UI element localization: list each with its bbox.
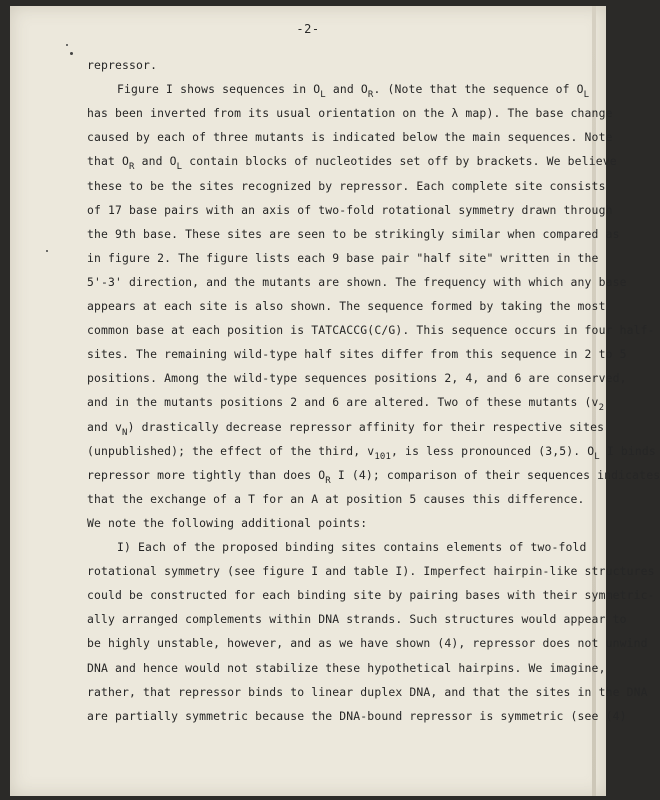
document-page <box>10 6 660 796</box>
text-line: repressor more tightly than does $O_R$ I (4); comparison of their sequences indicates <box>87 467 660 486</box>
text-line: and in the mutants positions 2 and 6 are altered. Two of these mutants ($v_2$ <box>87 395 605 414</box>
text-line: caused by each of three mutants is indicated below the main sequences. Note <box>87 130 613 145</box>
text-line: could be constructed for each binding site by pairing bases with their symmetric- <box>87 588 655 603</box>
text-line: We note the following additional points: <box>87 515 368 530</box>
paper-speck <box>66 44 68 46</box>
text-line: in figure 2. The figure lists each 9 base pair "half site" written in the <box>87 250 599 265</box>
text-line: repressor. <box>87 58 158 72</box>
text-line: rotational symmetry (see figure I and table I). Imperfect hairpin-like structures <box>87 564 655 579</box>
text-line: that $O_R$ and $O_L$ contain blocks of nucleotides set off by brackets. We believe <box>87 154 617 173</box>
text-line: Figure I shows sequences in $O_L$ and $O_R$. (Note that the sequence of $O_L$ <box>117 82 590 101</box>
text-line: (unpublished); the effect of the third, $v_{101}$, is less pronounced (3,5). $O_L$ I binds <box>87 443 656 462</box>
text-line: these to be the sites recognized by repressor. Each complete site consists <box>87 178 606 193</box>
text-line: sites. The remaining wild-type half sites differ from this sequence in 2 to 5 <box>87 347 627 362</box>
text-line: of 17 base pairs with an axis of two-fold rotational symmetry drawn through <box>87 202 613 217</box>
text-line: 5'-3' direction, and the mutants are shown. The frequency with which any base <box>87 274 627 289</box>
text-line: has been inverted from its usual orientation on the λ map). The base change <box>87 106 613 121</box>
paper-speck <box>46 250 48 252</box>
text-line: appears at each site is also shown. The sequence formed by taking the most <box>87 299 606 313</box>
paper-speck <box>70 52 73 55</box>
text-line: common base at each position is TATCACCG(C/G). This sequence occurs in four half- <box>87 323 655 338</box>
text-line: ally arranged complements within DNA strands. Such structures would appear to <box>87 612 627 627</box>
text-line: I) Each of the proposed binding sites contains elements of two-fold <box>117 540 587 554</box>
text-line: and $v_N$) drastically decrease repressor affinity for their respective sites <box>87 419 605 438</box>
text-line: rather, that repressor binds to linear duplex DNA, and that the sites in the DNA <box>87 684 648 699</box>
text-line: that the exchange of a T for an A at position 5 causes this difference. <box>87 491 585 506</box>
text-line: are partially symmetric because the DNA-bound repressor is symmetric (see (4) <box>87 708 627 723</box>
text-line: DNA and hence would not stabilize these hypothetical hairpins. We imagine, <box>87 660 606 675</box>
text-line: positions. Among the wild-type sequences positions 2, 4, and 6 are conserved, <box>87 371 627 386</box>
text-line: be highly unstable, however, and as we have shown (4), repressor does not unwind <box>87 636 648 651</box>
text-line: the 9th base. These sites are seen to be strikingly similar when compared as <box>87 226 620 241</box>
page-number: -2- <box>296 22 320 36</box>
